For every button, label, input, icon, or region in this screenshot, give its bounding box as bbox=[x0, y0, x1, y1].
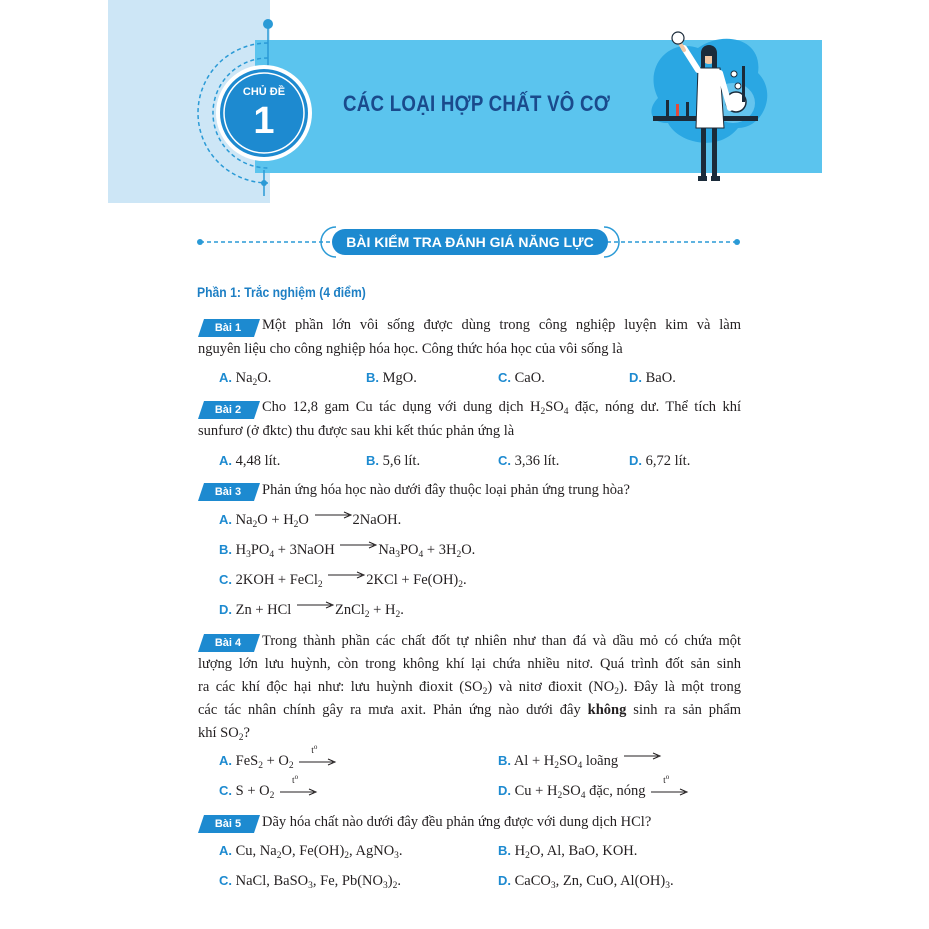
question-tag-label: Bài 1 bbox=[214, 322, 242, 334]
reaction-arrow-icon bbox=[313, 515, 353, 527]
reaction-arrow-icon bbox=[295, 605, 335, 617]
q1-text-line2: nguyên liệu cho công nghiệp hóa học. Công thức hóa học của vôi sống là bbox=[198, 341, 623, 357]
heat-arrow-icon: $t^o$ bbox=[297, 755, 337, 769]
q2-option-d[interactable]: D. 6,72 lít. bbox=[629, 453, 691, 469]
q4-option-a[interactable]: A. $FeS_2 + O_2$ $t^o$ bbox=[219, 753, 337, 770]
question-tag-5 bbox=[198, 815, 260, 833]
emphasis-khong: không bbox=[587, 702, 627, 718]
q4-option-b[interactable]: B. $Al + H_2SO_4$ loãng bbox=[498, 753, 662, 770]
q5-option-a[interactable]: A. Cu, $Na_2O$, $Fe(OH)_2$, AgNO$_3$. bbox=[219, 843, 403, 861]
topic-label: CHỦ ĐỀ bbox=[242, 86, 286, 98]
topic-title: CÁC LOẠI HỢP CHẤT VÔ CƠ bbox=[343, 91, 611, 116]
section-title: BÀI KIỂM TRA ĐÁNH GIÁ NĂNG LỰC bbox=[346, 234, 594, 250]
q3-option-a[interactable]: A. $Na_2O + H_2O$ 2NaOH. bbox=[219, 512, 402, 530]
q1-text-line1: Một phần lớn vôi sống được dùng trong công nghiệp luyện kim và làm bbox=[262, 317, 741, 333]
question-tag-1 bbox=[198, 319, 260, 337]
reaction-arrow-icon bbox=[338, 545, 378, 557]
question-tag-label: Bài 5 bbox=[214, 818, 242, 830]
heat-arrow-icon: $t^o$ bbox=[649, 785, 689, 799]
q2-option-b[interactable]: B. 5,6 lít. bbox=[366, 453, 421, 469]
q4-text-line5: khí $SO_2$? bbox=[198, 725, 250, 743]
question-tag-3 bbox=[198, 483, 260, 501]
q4-option-d[interactable]: D. $Cu + H_2SO_4$ đặc, nóng $t^o$ bbox=[498, 783, 689, 800]
q1-option-a[interactable]: A. $Na_2O$. bbox=[219, 370, 272, 388]
q3-text-line1: Phản ứng hóa học nào dưới đây thuộc loại phản ứng trung hòa? bbox=[262, 482, 630, 498]
question-tag-label: Bài 3 bbox=[214, 486, 242, 498]
q3-option-c[interactable]: C. 2KOH + FeCl$_2$ $2KCl + Fe(OH)_2$. bbox=[219, 572, 467, 590]
q2-text-line1: Cho 12,8 gam Cu tác dụng với dung dịch $H_2SO_4$ đặc, nóng dư. Thể tích khí bbox=[262, 399, 741, 417]
heat-arrow-icon: $t^o$ bbox=[278, 785, 318, 799]
q5-option-c[interactable]: C. NaCl, BaSO$_3$, Fe, $Pb(NO_3)_2$. bbox=[219, 873, 401, 891]
q5-text-line1: Dãy hóa chất nào dưới đây đều phản ứng được với dung dịch HCl? bbox=[262, 814, 652, 830]
question-tag-4 bbox=[198, 634, 260, 652]
q4-text-line2: lượng lớn lưu huỳnh, còn trong không khí lại chứa nhiều nitơ. Quá trình đốt sản sinh bbox=[198, 656, 741, 672]
scientist-illustration bbox=[638, 28, 778, 188]
q2-text-line2: sunfurơ (ở đktc) thu được sau khi kết thúc phản ứng là bbox=[198, 423, 515, 439]
question-tag-label: Bài 2 bbox=[214, 404, 242, 416]
q2-option-a[interactable]: A. 4,48 lít. bbox=[219, 453, 281, 469]
reaction-arrow-icon bbox=[326, 575, 366, 587]
q1-option-b[interactable]: B. MgO. bbox=[366, 370, 417, 386]
q4-option-c[interactable]: C. $S + O_2$ $t^o$ bbox=[219, 783, 318, 800]
q5-option-b[interactable]: B. $H_2O$, Al, BaO, KOH. bbox=[498, 843, 638, 861]
q5-option-d[interactable]: D. CaCO$_3$, Zn, CuO, $Al(OH)_3$. bbox=[498, 873, 674, 891]
q4-text-line3: ra các khí độc hại như: lưu huỳnh đioxit $(SO_2)$ và nitơ đioxit $(NO_2)$. Đây là một trong bbox=[198, 679, 741, 697]
q3-option-b[interactable]: B. $H_3PO_4$ + 3NaOH $Na_3PO_4 + 3H_2O$. bbox=[219, 542, 476, 560]
q2-option-c[interactable]: C. 3,36 lít. bbox=[498, 453, 560, 469]
q4-text-line4: các tác nhân chính gây ra mưa axit. Phản ứng nào dưới đây không sinh ra sản phẩm bbox=[198, 702, 742, 718]
question-tag-label: Bài 4 bbox=[214, 637, 242, 649]
q1-option-d[interactable]: D. BaO. bbox=[629, 370, 676, 386]
q3-option-d[interactable]: D. Zn + HCl ZnCl$_2$ + $H_2$. bbox=[219, 602, 404, 620]
part-heading: Phần 1: Trắc nghiệm (4 điểm) bbox=[197, 285, 366, 300]
question-tag-2 bbox=[198, 401, 260, 419]
reaction-arrow-icon bbox=[622, 756, 662, 768]
q1-option-c[interactable]: C. CaO. bbox=[498, 370, 545, 386]
q4-text-line1: Trong thành phần các chất đốt tự nhiên như than đá và dầu mỏ có chứa một bbox=[262, 633, 741, 649]
topic-number: 1 bbox=[253, 100, 275, 142]
